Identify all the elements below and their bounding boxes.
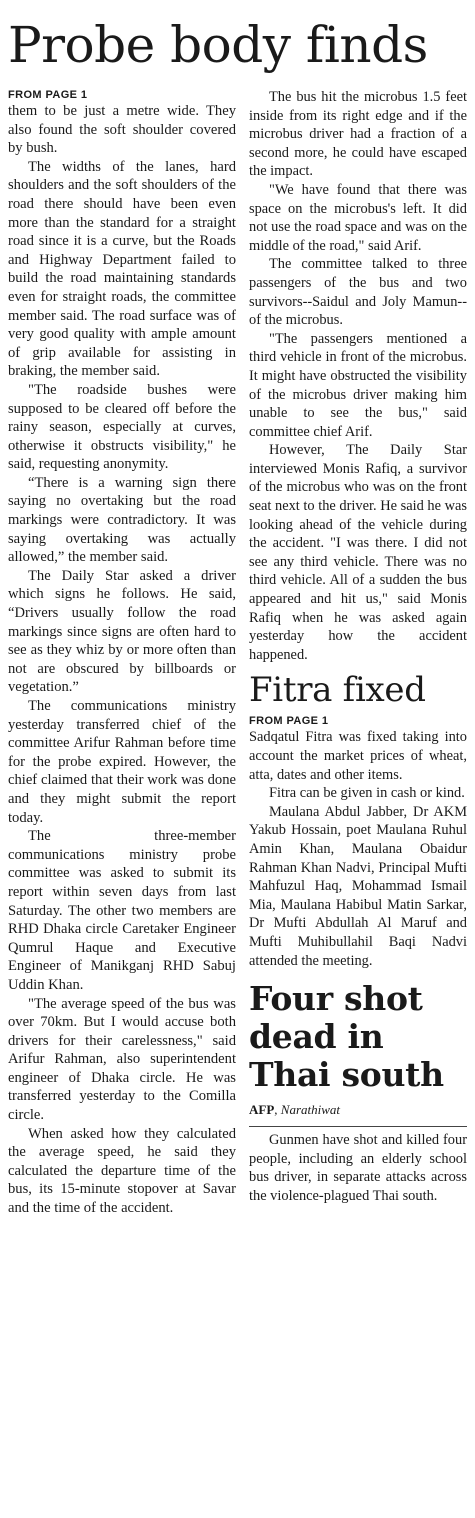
- fitra-paragraph: Maulana Abdul Jabber, Dr AKM Yakub Hossain, poet Maulana Ruhul Amin Khan, Maulana Obaidur Rahman Khan Nadvi, Principal Mufti Mahfuzul Haq, Mohammad Ismail Mia, Maulana Habibul Matin Sarkar, Dr Mufti Abdullah Al Maruf and Mufti Muhibullahil Baqi Nadvi attended the meeting.: [249, 803, 467, 969]
- thai-paragraph: Gunmen have shot and killed four people, including an elderly school bus driver, in separate attacks across the violence-plagued Thai south.: [249, 1132, 467, 1204]
- article-paragraph: When asked how they calculated the average speed, he said they calculated the departure time of the bus, its 15-minute stopover at Savar and the time of the accident.: [8, 1125, 236, 1217]
- article-paragraph: The communications ministry yesterday transferred chief of the committee Arifur Rahman before time for the probe expired. However, the chief claimed that their work was done and they might submit the report today.: [8, 698, 236, 826]
- article-paragraph: The Daily Star asked a driver which signs he follows. He said, “Drivers usually follow the road markings since signs are often hard to see as they whiz by or more often than not are obscured by billboards or vegetation.”: [8, 567, 236, 696]
- fitra-paragraph: Fitra can be given in cash or kind.: [269, 785, 465, 802]
- article-paragraph: them to be just a metre wide. They also found the soft shoulder covered by bush.: [8, 103, 236, 157]
- byline-place: Narathiwat: [280, 1102, 341, 1118]
- article-paragraph: The bus hit the microbus 1.5 feet inside from its right edge and if the microbus driver had a fraction of a second more, he could have escaped the impact.: [249, 89, 467, 180]
- fitra-headline: Fitra fixed: [249, 670, 426, 711]
- byline-separator: ,: [274, 1102, 281, 1118]
- article-paragraph: The widths of the lanes, hard shoulders and the soft shoulders of the road there should have been even more than the standard for a straight road since it is a curve, but the Roads and Highway Department failed to build the road maintaining standards even for straight roads, the committee member said. The road surface was of very good quality with ample amount of grip available for assisting in braking, the member said.: [8, 158, 236, 380]
- left-column: [8, 88, 236, 1218]
- thai-headline: Four shot dead in Thai south: [249, 979, 444, 1095]
- article-paragraph: However, The Daily Star interviewed Monis Rafiq, a survivor of the microbus who was on the front seat next to the driver. He said he was looking ahead of the vehicle during the accident. "I was there. I did not see any third vehicle. There was no third vehicle. All of a sudden the bus appeared and hit us," said Monis Rafiq when he was asked again yesterday how the accident happened.: [249, 442, 467, 663]
- main-headline: Probe body finds: [8, 16, 428, 74]
- article-paragraph: “There is a warning sign there saying no overtaking but the road markings were contradictory. It was saying overtaking was actually allowed,” the member said.: [8, 474, 236, 566]
- article-paragraph: "The roadside bushes were supposed to be cleared off before the rainy season, especially at curves, otherwise it obstructs visibility," he said, requesting anonymity.: [8, 381, 236, 473]
- right-column: [249, 88, 467, 1206]
- article-paragraph: The committee talked to three passengers of the bus and two survivors--Saidul and Joly Mamun--of the microbus.: [249, 256, 467, 329]
- fitra-kicker: FROM PAGE 1: [249, 715, 329, 728]
- article-paragraph: "The passengers mentioned a third vehicle in front of the microbus. It might have obstructed the visibility of the microbus driver making him unable to see the bus," said committee chief Arif.: [249, 330, 467, 440]
- byline-agency: AFP: [249, 1102, 275, 1118]
- fitra-paragraph: Sadqatul Fitra was fixed taking into account the market prices of wheat, atta, dates and other items.: [249, 729, 467, 783]
- article-paragraph: The three-member communications ministry probe committee was asked to submit its report within seven days from last Saturday. The other two members are RHD Dhaka circle Caretaker Engineer Qumrul Haque and Executive Engineer of Manikganj RHD Sabuj Uddin Khan.: [8, 828, 236, 993]
- article-paragraph: "The average speed of the bus was over 70km. But I would accuse both drivers for their carelessness," said Arifur Rahman, also superintendent engineer of Dhaka circle. He was transferred yesterday to the Comilla circle.: [8, 995, 236, 1124]
- thai-byline: [249, 1100, 467, 1127]
- from-page-kicker: FROM PAGE 1: [8, 89, 88, 101]
- article-paragraph: "We have found that there was space on the microbus's left. It did not use the road space and was on the middle of the road," said Arif.: [249, 181, 467, 254]
